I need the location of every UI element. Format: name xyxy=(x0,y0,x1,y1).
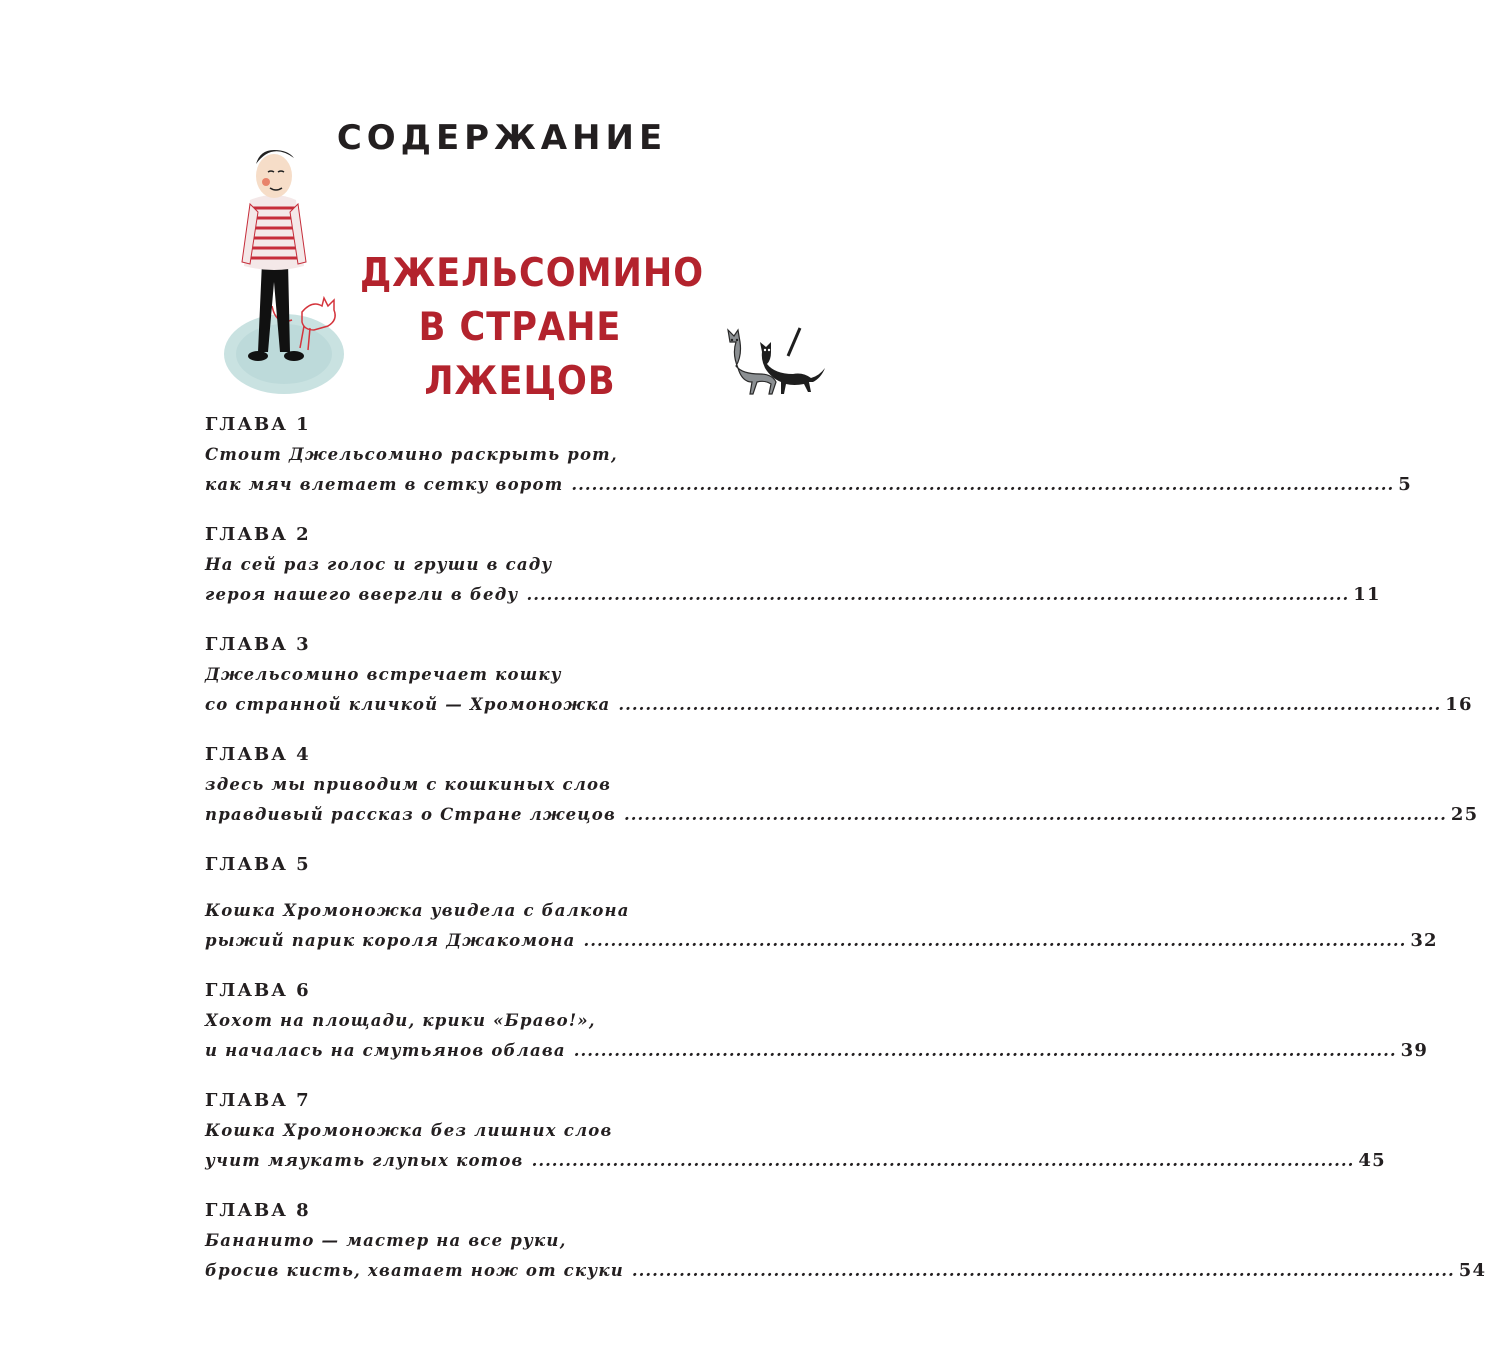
chapter-heading: ГЛАВА 4 xyxy=(205,744,311,765)
chapter-heading: ГЛАВА 5 xyxy=(205,854,311,875)
chapter-heading: ГЛАВА 3 xyxy=(205,634,311,655)
toc-entry xyxy=(205,740,1479,830)
page-number: 54 xyxy=(1458,1260,1486,1281)
page-number: 45 xyxy=(1358,1150,1386,1171)
chapter-title-line: Кошка Хромоножка без лишних слов xyxy=(205,1121,613,1140)
chapter-title-line: Бананито — мастер на все руки, xyxy=(205,1231,567,1250)
toc-entry xyxy=(205,850,1438,956)
dot-leader: .......................................................................................................................... xyxy=(573,1041,1397,1060)
chapter-title-last-line xyxy=(205,470,1412,500)
chapter-heading: ГЛАВА 7 xyxy=(205,1090,311,1111)
chapter-title-last-line xyxy=(205,926,1438,956)
chapter-title-last-line xyxy=(205,690,1473,720)
chapter-title-text: рыжий парик короля Джакомона xyxy=(205,931,576,950)
dot-leader: .......................................................................................................................... xyxy=(583,931,1407,950)
chapter-title-line: Джельсомино встречает кошку xyxy=(205,665,562,684)
chapter-title-line: Хохот на площади, крики «Браво!», xyxy=(205,1011,596,1030)
chapter-title-last-line xyxy=(205,580,1381,610)
chapter-title-last-line xyxy=(205,1036,1429,1066)
dot-leader: .......................................................................................................................... xyxy=(531,1151,1355,1170)
chapter-heading: ГЛАВА 6 xyxy=(205,980,311,1001)
chapter-title-text: со странной кличкой — Хромоножка xyxy=(205,695,611,714)
dot-leader: .......................................................................................................................... xyxy=(526,585,1350,604)
page-number: 32 xyxy=(1410,930,1438,951)
toc-entry xyxy=(205,976,1429,1066)
chapter-title-text: как мяч влетает в сетку ворот xyxy=(205,475,564,494)
page-number: 25 xyxy=(1450,804,1479,825)
chapter-title-text: учит мяукать глупых котов xyxy=(205,1151,524,1170)
page-number: 39 xyxy=(1400,1040,1429,1061)
chapter-title-last-line xyxy=(205,1256,1486,1286)
chapter-title-text: и началась на смутьянов облава xyxy=(205,1041,566,1060)
toc-entry xyxy=(205,1196,1486,1286)
toc-entry xyxy=(205,520,1381,610)
page-number: 5 xyxy=(1398,474,1412,495)
cats-illustration xyxy=(716,326,832,394)
chapter-title-text: бросив кисть, хватает нож от скуки xyxy=(205,1261,624,1280)
chapter-title-last-line xyxy=(205,1146,1386,1176)
chapter-title-line: Кошка Хромоножка увидела с балкона xyxy=(205,901,630,920)
book-title xyxy=(360,247,705,409)
chapter-title-text: правдивый рассказ о Стране лжецов xyxy=(205,805,617,824)
chapter-title-line: Стоит Джельсомино раскрыть рот, xyxy=(205,445,618,464)
chapter-title-last-line xyxy=(205,800,1479,830)
chapter-heading: ГЛАВА 8 xyxy=(205,1200,311,1221)
book-title-line: В СТРАНЕ xyxy=(418,305,622,350)
dot-leader: .......................................................................................................................... xyxy=(618,695,1442,714)
chapter-heading: ГЛАВА 1 xyxy=(205,414,311,435)
page-title: СОДЕРЖАНИЕ xyxy=(336,118,668,158)
chapter-title-text: героя нашего ввергли в беду xyxy=(205,585,519,604)
dot-leader: .......................................................................................................................... xyxy=(631,1261,1455,1280)
book-title-line: ДЖЕЛЬСОМИНО xyxy=(360,251,705,296)
toc-entry xyxy=(205,630,1473,720)
chapter-heading: ГЛАВА 2 xyxy=(205,524,311,545)
chapter-title-line: здесь мы приводим с кошкиных слов xyxy=(205,775,612,794)
toc-entry xyxy=(205,410,1412,500)
dot-leader: .......................................................................................................................... xyxy=(571,475,1395,494)
chapter-title-line: На сей раз голос и груши в саду xyxy=(205,555,553,574)
boy-illustration xyxy=(222,142,346,397)
book-title-line: ЛЖЕЦОВ xyxy=(424,359,616,404)
table-of-contents xyxy=(205,410,1486,1286)
dot-leader: .......................................................................................................................... xyxy=(624,805,1447,824)
page-number: 11 xyxy=(1353,584,1381,605)
toc-entry xyxy=(205,1086,1386,1176)
page-number: 16 xyxy=(1445,694,1473,715)
